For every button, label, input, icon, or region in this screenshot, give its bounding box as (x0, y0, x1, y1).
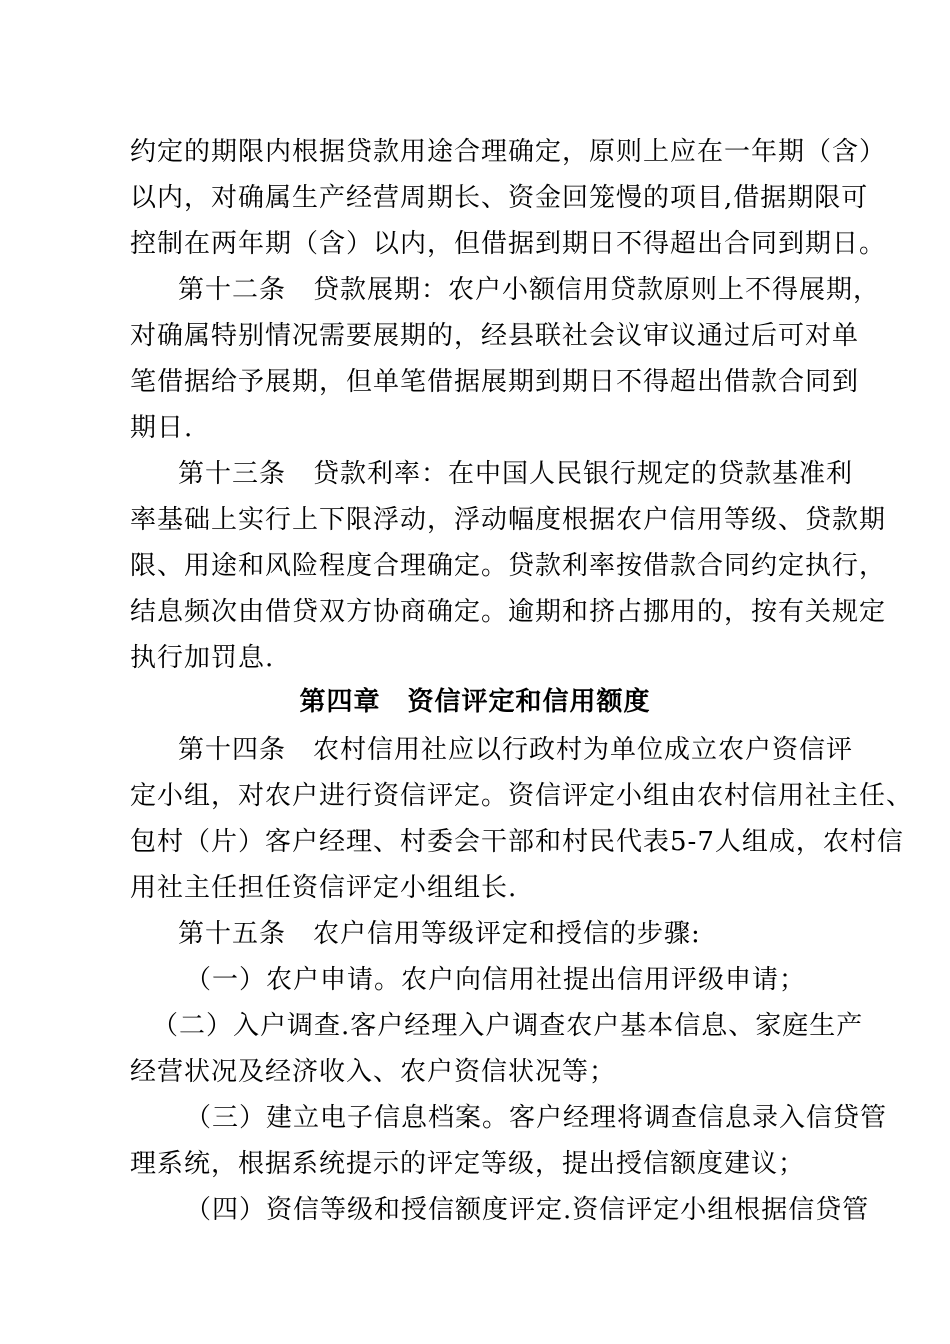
paragraph-line: 理系统，根据系统提示的评定等级，提出授信额度建议； (130, 1149, 806, 1179)
paragraph-line: 以内，对确属生产经营周期长、资金回笼慢的项目,借据期限可 (130, 183, 869, 213)
paragraph-line: 用社主任担任资信评定小组组长. (130, 873, 518, 903)
paragraph-line: 结息频次由借贷双方协商确定。逾期和挤占挪用的，按有关规定 (130, 597, 887, 627)
paragraph-line: 经营状况及经济收入、农户资信状况等； (130, 1057, 617, 1087)
paragraph-line: 定小组，对农户进行资信评定。资信评定小组由农村信用社主任、 (130, 781, 914, 811)
paragraph-line: 约定的期限内根据贷款用途合理确定，原则上应在一年期（含） (130, 137, 887, 167)
paragraph-line: 期日. (130, 413, 194, 443)
chapter-heading: 第四章 资信评定和信用额度 (299, 687, 651, 717)
step-3-line: （三）建立电子信息档案。客户经理将调查信息录入信贷管 (185, 1103, 888, 1133)
article-14-line: 第十四条 农村信用社应以行政村为单位成立农户资信评 (178, 735, 854, 765)
paragraph-line: 包村（片）客户经理、村委会干部和村民代表5-7人组成，农村信 (130, 827, 904, 857)
article-13-line: 第十三条 贷款利率：在中国人民银行规定的贷款基准利 (178, 459, 854, 489)
paragraph-line: 执行加罚息. (130, 643, 275, 673)
paragraph-line: 笔借据给予展期，但单笔借据展期到期日不得超出借款合同到 (130, 367, 860, 397)
paragraph-line: 率基础上实行上下限浮动，浮动幅度根据农户信用等级、贷款期 (130, 505, 887, 535)
paragraph-line: 控制在两年期（含）以内，但借据到期日不得超出合同到期日。 (130, 229, 887, 259)
article-12-line: 第十二条 贷款展期：农户小额信用贷款原则上不得展期， (178, 275, 881, 305)
paragraph-line: 限、用途和风险程度合理确定。贷款利率按借款合同约定执行， (130, 551, 887, 581)
paragraph-line: 对确属特别情况需要展期的，经县联社会议审议通过后可对单 (130, 321, 860, 351)
step-1-line: （一）农户申请。农户向信用社提出信用评级申请； (185, 965, 807, 995)
step-2-line: （二）入户调查.客户经理入户调查农户基本信息、家庭生产 (152, 1011, 864, 1041)
step-4-line: （四）资信等级和授信额度评定.资信评定小组根据信贷管 (185, 1195, 870, 1225)
article-15-line: 第十五条 农户信用等级评定和授信的步骤: (178, 919, 701, 949)
